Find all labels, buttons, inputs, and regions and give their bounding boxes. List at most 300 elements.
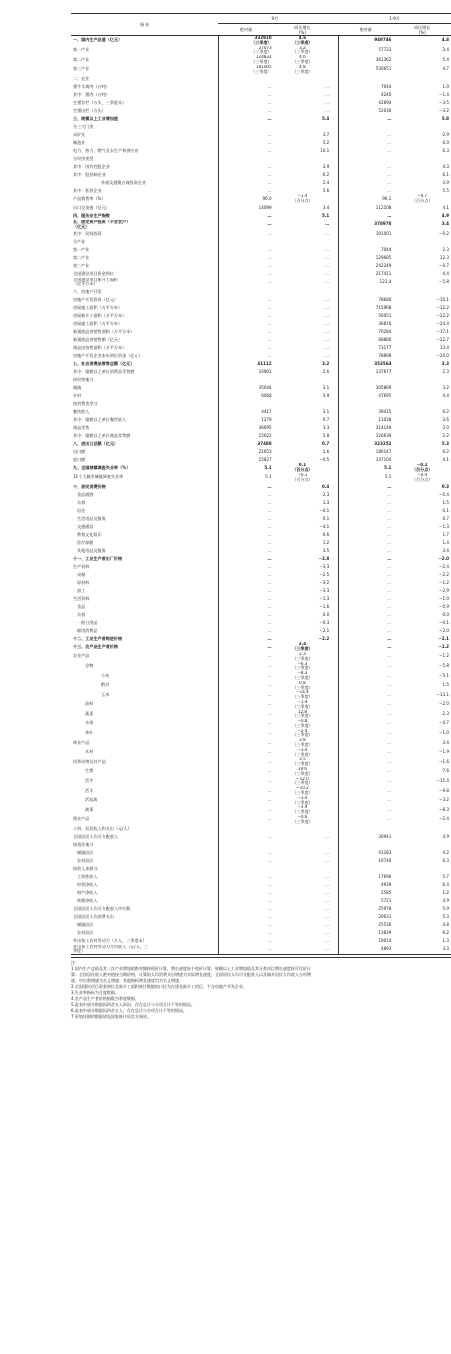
row-label: 新建商品房销售额（亿元） bbox=[73, 336, 123, 342]
table-row bbox=[71, 238, 451, 246]
jansep-growth: −0.4 bbox=[439, 491, 449, 497]
table-row bbox=[71, 805, 451, 815]
sep-value: … bbox=[218, 220, 273, 230]
sep-growth bbox=[274, 825, 332, 833]
sep-value: … bbox=[218, 562, 273, 570]
growth-header-jansep: 同比增长 (%) bbox=[393, 24, 451, 36]
jansep-value: 17696 bbox=[338, 873, 393, 881]
sep-growth: … bbox=[325, 83, 330, 89]
table-row bbox=[71, 399, 451, 407]
table-row bbox=[71, 146, 451, 154]
row-label: 七、社会消费品零售总额（亿元） bbox=[73, 360, 135, 366]
sep-growth: … bbox=[325, 278, 330, 284]
jansep-growth: 2.2 bbox=[442, 432, 449, 438]
jansep-value: 314149 bbox=[338, 423, 393, 431]
row-label: 按经营地分 bbox=[73, 376, 94, 382]
row-label: 九、全国城镇调查失业率（%） bbox=[73, 464, 131, 470]
jansep-growth: −1.9 bbox=[439, 749, 449, 755]
jansep-value: … bbox=[338, 681, 393, 691]
column-gap bbox=[331, 945, 338, 955]
sep-growth bbox=[274, 375, 332, 383]
jansep-growth: 13.4 bbox=[439, 344, 449, 350]
row-label: 其中：私营企业 bbox=[73, 187, 102, 193]
column-gap bbox=[331, 82, 338, 90]
row-label: 第二产业 bbox=[73, 255, 90, 261]
sep-value: … bbox=[218, 130, 273, 138]
table-row bbox=[71, 178, 451, 186]
sep-value: … bbox=[218, 178, 273, 186]
jansep-growth: −3.5 bbox=[439, 99, 449, 105]
column-gap bbox=[331, 383, 338, 391]
column-gap bbox=[331, 506, 338, 514]
jansep-growth: 3.3 bbox=[441, 360, 449, 366]
sep-growth: 2.6 bbox=[322, 368, 330, 374]
row-label: 生产资料 bbox=[73, 563, 90, 569]
jansep-value: 715968 bbox=[338, 303, 393, 311]
row-label: 六、房地产开发 bbox=[73, 288, 102, 294]
sep-value: … bbox=[218, 710, 273, 720]
row-label: 采矿业 bbox=[73, 131, 86, 137]
row-label: 城镇居民 bbox=[77, 850, 94, 856]
sep-growth: … bbox=[325, 874, 330, 880]
column-gap bbox=[331, 98, 338, 106]
jansep-growth: 4.9 bbox=[442, 898, 449, 904]
sep-growth: −2.2 bbox=[318, 635, 330, 641]
jansep-value: 25530 bbox=[338, 921, 393, 929]
sep-value: … bbox=[218, 546, 273, 554]
row-label: 全国居民人均可支配收入中位数 bbox=[73, 906, 131, 912]
sep-value: 4417 bbox=[218, 407, 273, 415]
row-label: 分三大门类 bbox=[73, 123, 94, 129]
sep-growth: … bbox=[325, 914, 330, 920]
column-gap bbox=[331, 889, 338, 897]
sep-value: … bbox=[218, 618, 273, 626]
table-row bbox=[71, 162, 451, 170]
sep-value: … bbox=[218, 162, 273, 170]
table-row bbox=[71, 719, 451, 729]
jansep-value: … bbox=[338, 748, 393, 758]
row-label: 加工 bbox=[77, 587, 86, 593]
column-gap bbox=[331, 897, 338, 905]
table-row bbox=[71, 857, 451, 865]
sep-growth bbox=[274, 841, 332, 849]
sep-value: … bbox=[218, 311, 273, 319]
row-label: 其中：猪肉（万吨） bbox=[73, 91, 110, 97]
sep-growth: … bbox=[325, 850, 330, 856]
column-gap bbox=[331, 841, 338, 849]
table-row bbox=[71, 82, 451, 90]
jansep-growth: 3.4 bbox=[441, 221, 449, 227]
row-label: 房地产开发企业本年到位资金（亿元） bbox=[73, 352, 143, 358]
column-gap bbox=[331, 652, 338, 662]
jansep-growth bbox=[393, 841, 451, 849]
sep-growth: −8.3 （三季度） bbox=[292, 671, 313, 680]
jansep-value: … bbox=[338, 652, 393, 662]
row-label: 衣着 bbox=[77, 499, 86, 505]
table-row bbox=[71, 194, 451, 204]
jansep-value: 96.1 bbox=[338, 194, 393, 204]
column-gap bbox=[331, 538, 338, 546]
sep-value: 15622 bbox=[218, 431, 273, 439]
table-row bbox=[71, 610, 451, 618]
table-row bbox=[71, 522, 451, 530]
sep-value: … bbox=[218, 805, 273, 815]
table-row bbox=[71, 652, 451, 662]
table-row bbox=[71, 138, 451, 146]
jansep-growth: 0.7 bbox=[442, 515, 449, 521]
sep-growth: 3.7 bbox=[322, 131, 330, 137]
row-label: 一般日用品 bbox=[77, 619, 98, 625]
sep-growth: 4.8 （三季度） bbox=[292, 64, 313, 74]
table-row bbox=[71, 278, 451, 288]
sep-value: … bbox=[218, 522, 273, 530]
jansep-growth: 3.4 bbox=[442, 46, 449, 52]
jansep-growth: 6.0 bbox=[442, 139, 449, 145]
sep-growth: … bbox=[325, 882, 330, 888]
sep-growth: −0.5 bbox=[319, 456, 330, 462]
jansep-value: … bbox=[338, 212, 393, 220]
table-row bbox=[71, 122, 451, 130]
table-row bbox=[71, 786, 451, 796]
column-gap bbox=[331, 690, 338, 700]
sep-value: … bbox=[218, 146, 273, 154]
sep-value: … bbox=[218, 921, 273, 929]
sep-value: … bbox=[218, 671, 273, 681]
column-gap bbox=[331, 220, 338, 230]
jansep-value: … bbox=[338, 498, 393, 506]
sep-growth: 3.5 （三季度） bbox=[292, 757, 313, 767]
column-gap bbox=[331, 130, 338, 138]
sep-value: 332910 （三季度） bbox=[218, 36, 273, 46]
sep-growth: 0.8 （三季度） bbox=[292, 680, 313, 690]
sep-value: … bbox=[218, 700, 273, 710]
jansep-growth: 3.2 bbox=[442, 384, 449, 390]
jansep-growth: −22.2 bbox=[436, 312, 449, 318]
jansep-growth: 6.3 bbox=[442, 147, 449, 153]
sep-value: 41112 bbox=[218, 359, 273, 367]
row-label: 第二产业 bbox=[73, 56, 90, 62]
table-row bbox=[71, 375, 451, 383]
jansep-growth: 4.8 bbox=[442, 922, 449, 928]
abs-header-jansep: 绝对量 bbox=[338, 24, 393, 36]
row-label: 制造业 bbox=[73, 139, 86, 145]
row-label: 禽蛋 bbox=[85, 806, 94, 812]
table-row bbox=[71, 90, 451, 98]
jansep-growth: 4.4 bbox=[442, 392, 449, 398]
column-gap bbox=[331, 662, 338, 672]
jansep-value: 16740 bbox=[338, 857, 393, 865]
jansep-value: … bbox=[338, 602, 393, 610]
table-row bbox=[71, 74, 451, 82]
table-row bbox=[71, 905, 451, 913]
row-label: 全国建设项目资金到位 bbox=[73, 271, 114, 277]
jansep-growth: −1.2 bbox=[439, 653, 449, 659]
sep-growth: −3.0 （三季度） bbox=[292, 795, 313, 805]
table-row bbox=[71, 937, 451, 945]
table-row bbox=[71, 447, 451, 455]
column-gap bbox=[331, 319, 338, 327]
column-gap bbox=[331, 738, 338, 748]
sep-growth: −14.4 （三季度） bbox=[292, 690, 313, 700]
column-gap bbox=[331, 578, 338, 586]
column-gap bbox=[331, 238, 338, 246]
column-gap bbox=[331, 757, 338, 767]
jansep-growth: 6.2 bbox=[442, 448, 449, 454]
sep-growth bbox=[274, 865, 332, 873]
table-row bbox=[71, 351, 451, 359]
sep-growth: −3.3 bbox=[319, 563, 330, 569]
jansep-growth: 4.2 bbox=[442, 850, 449, 856]
jansep-value: … bbox=[338, 522, 393, 530]
jansep-growth: −5.8 bbox=[439, 662, 449, 668]
sep-value: … bbox=[218, 729, 273, 739]
sep-growth: 5.4 bbox=[321, 115, 330, 121]
jansep-value: 56051 bbox=[338, 311, 393, 319]
row-label: 医疗保健 bbox=[77, 539, 94, 545]
jansep-growth: 5.7 bbox=[442, 874, 449, 880]
column-gap bbox=[331, 594, 338, 602]
jansep-value: … bbox=[338, 162, 393, 170]
jansep-value: … bbox=[338, 671, 393, 681]
sep-value: … bbox=[218, 514, 273, 522]
jansep-value: 191001 bbox=[338, 230, 393, 238]
jansep-growth: 3.9 bbox=[442, 179, 449, 185]
jansep-value: 78898 bbox=[338, 351, 393, 359]
column-gap bbox=[331, 857, 338, 865]
sep-growth: … bbox=[274, 945, 332, 955]
jansep-value: 36816 bbox=[338, 319, 393, 327]
jansep-value: … bbox=[338, 662, 393, 672]
table-row bbox=[71, 586, 451, 594]
row-label: 外商及港澳台商投资企业 bbox=[101, 179, 147, 185]
jansep-growth: −1.2 bbox=[438, 643, 449, 649]
jansep-value: … bbox=[338, 506, 393, 514]
column-gap bbox=[331, 729, 338, 739]
row-label: 渔业产品 bbox=[73, 816, 90, 822]
sep-value: … bbox=[218, 738, 273, 748]
row-label: 房屋竣工面积（万平方米） bbox=[73, 320, 123, 326]
sep-value: … bbox=[218, 594, 273, 602]
column-gap bbox=[331, 777, 338, 787]
sep-value: … bbox=[218, 254, 273, 262]
column-gap bbox=[331, 937, 338, 945]
sep-growth: … bbox=[325, 336, 330, 342]
column-gap bbox=[331, 431, 338, 439]
row-label: 产品销售率（%） bbox=[73, 195, 106, 201]
row-label: 31个大城市城镇调查失业率 bbox=[73, 474, 124, 480]
row-label: 农业产品 bbox=[73, 653, 90, 659]
sep-growth: 4.6 （三季度） bbox=[292, 55, 313, 64]
sep-value bbox=[218, 399, 273, 407]
sep-growth: 3.9 bbox=[322, 163, 330, 169]
row-label: 其中：国有控股企业 bbox=[73, 163, 110, 169]
row-label: 耐用消费品 bbox=[77, 627, 98, 633]
table-row bbox=[71, 538, 451, 546]
jansep-growth: 4.1 bbox=[442, 205, 449, 211]
sep-growth: … bbox=[325, 930, 330, 936]
column-gap bbox=[331, 546, 338, 554]
sep-value: … bbox=[218, 90, 273, 98]
jansep-value: 5721 bbox=[338, 897, 393, 905]
jansep-growth: 1.3 bbox=[442, 938, 449, 944]
table-row bbox=[71, 594, 451, 602]
table-row bbox=[71, 700, 451, 710]
sep-value: … bbox=[218, 114, 273, 122]
row-label: 分经济类型 bbox=[73, 155, 94, 161]
table-row bbox=[71, 570, 451, 578]
jansep-growth: −0.2 （百分点） bbox=[411, 463, 433, 472]
column-gap bbox=[331, 335, 338, 343]
table-row bbox=[71, 634, 451, 642]
column-gap bbox=[331, 359, 338, 367]
jansep-growth: 1.0 bbox=[442, 83, 449, 89]
sep-value: … bbox=[218, 905, 273, 913]
sep-growth: 6.2 bbox=[322, 171, 330, 177]
column-gap bbox=[331, 351, 338, 359]
jansep-value: 242249 bbox=[338, 262, 393, 270]
jansep-value: … bbox=[338, 554, 393, 562]
column-gap bbox=[331, 873, 338, 881]
sep-growth: 2.4 bbox=[322, 179, 330, 185]
sep-value: 5.1 bbox=[218, 463, 273, 473]
table-row bbox=[71, 921, 451, 929]
jansep-value: … bbox=[338, 626, 393, 634]
jansep-value: 19014 bbox=[338, 937, 393, 945]
table-row bbox=[71, 343, 451, 351]
jansep-growth: −1.0 bbox=[439, 730, 449, 736]
sep-value: … bbox=[218, 642, 273, 652]
row-label: 茶叶 bbox=[85, 730, 94, 736]
sep-value: 21653 bbox=[218, 447, 273, 455]
column-gap bbox=[331, 610, 338, 618]
jansep-value bbox=[338, 841, 393, 849]
jansep-growth: 4.9 bbox=[441, 213, 449, 219]
jansep-growth bbox=[393, 825, 451, 833]
sep-growth: … bbox=[325, 91, 330, 97]
jansep-value: 4893 bbox=[338, 945, 393, 955]
footnote-line: 6.此表中部分数据因四舍五入，存在总计与分项合计不等的情况。 bbox=[71, 1008, 187, 1014]
jansep-value: … bbox=[338, 570, 393, 578]
sep-value: 16901 bbox=[218, 367, 273, 375]
jansep-growth: −1.4 bbox=[439, 91, 449, 97]
sep-growth: −10.2 （三季度） bbox=[292, 786, 313, 796]
sep-value: … bbox=[218, 343, 273, 351]
row-label: 稻谷 bbox=[101, 682, 110, 688]
row-label: 四、服务业生产指数 bbox=[73, 213, 110, 219]
jansep-growth bbox=[393, 399, 451, 407]
jansep-header: 1-9月 bbox=[338, 14, 451, 24]
jansep-value: … bbox=[338, 700, 393, 710]
row-label: 进口额 bbox=[73, 456, 86, 462]
sep-growth: 3.9 bbox=[322, 392, 330, 398]
sep-value bbox=[218, 825, 273, 833]
table-row bbox=[71, 546, 451, 554]
column-gap bbox=[331, 303, 338, 311]
sep-value: … bbox=[218, 815, 273, 825]
jansep-value: 52030 bbox=[338, 106, 393, 114]
jansep-growth: −17.1 bbox=[436, 328, 449, 334]
jansep-value bbox=[338, 154, 393, 162]
table-body bbox=[71, 36, 451, 955]
table-row bbox=[71, 423, 451, 431]
row-label: 农村居民 bbox=[77, 930, 94, 936]
table-row bbox=[71, 55, 451, 65]
column-gap bbox=[331, 423, 338, 431]
row-label: 其中：限额以上单位商品零售额 bbox=[73, 432, 131, 438]
jansep-growth: 2.3 bbox=[442, 368, 449, 374]
jansep-growth: −0.2 bbox=[439, 231, 449, 237]
jansep-growth bbox=[393, 238, 451, 246]
row-label: 商品房待售面积（万平方米） bbox=[73, 344, 127, 350]
table-row bbox=[71, 335, 451, 343]
table-row bbox=[71, 482, 451, 490]
row-label: 生猪 bbox=[85, 768, 94, 774]
jansep-value: … bbox=[338, 482, 393, 490]
jansep-value: 217411 bbox=[338, 270, 393, 278]
column-gap bbox=[331, 570, 338, 578]
footnote-line: 注： bbox=[71, 960, 79, 966]
jansep-value: … bbox=[338, 729, 393, 739]
table-row bbox=[71, 36, 451, 46]
jansep-growth: 6.2 bbox=[442, 408, 449, 414]
sep-value: … bbox=[218, 690, 273, 700]
table-row bbox=[71, 578, 451, 586]
column-gap bbox=[331, 375, 338, 383]
jansep-value: … bbox=[338, 546, 393, 554]
sep-value: … bbox=[218, 786, 273, 796]
sep-value: … bbox=[218, 319, 273, 327]
jansep-value: 361362 bbox=[338, 55, 393, 65]
sep-growth: 5.6 bbox=[322, 187, 330, 193]
column-gap bbox=[331, 230, 338, 238]
column-gap bbox=[331, 327, 338, 335]
sep-growth: 1.3 bbox=[322, 499, 330, 505]
sep-value: … bbox=[218, 777, 273, 787]
column-gap bbox=[331, 748, 338, 758]
sep-growth: −1.3 bbox=[319, 595, 330, 601]
jansep-value: … bbox=[338, 642, 393, 652]
column-gap bbox=[331, 530, 338, 538]
column-gap bbox=[331, 786, 338, 796]
row-label: 电力、热力、燃气及水生产和供应业 bbox=[73, 147, 139, 153]
footnotes bbox=[71, 957, 451, 1020]
jansep-value: … bbox=[338, 490, 393, 498]
jansep-growth: −13.1 bbox=[436, 691, 449, 697]
column-gap bbox=[331, 178, 338, 186]
sep-value: … bbox=[218, 757, 273, 767]
sep-value bbox=[218, 74, 273, 82]
row-label: 出口额 bbox=[73, 448, 86, 454]
table-row bbox=[71, 865, 451, 873]
table-row bbox=[71, 690, 451, 700]
row-label: 第三产业 bbox=[73, 66, 90, 72]
column-gap bbox=[331, 865, 338, 873]
jansep-value bbox=[338, 399, 393, 407]
sep-growth: 3.2 （三季度） bbox=[292, 45, 313, 55]
column-gap bbox=[331, 710, 338, 720]
row-label: 外出务工农村劳动力（万人，三季度末） bbox=[73, 938, 147, 944]
row-label: 十三、农产品生产者价格 bbox=[73, 643, 119, 649]
table-row bbox=[71, 777, 451, 787]
row-label: 谷物 bbox=[85, 662, 94, 668]
row-label: 十四、居民收入和支出（元/人） bbox=[73, 826, 132, 832]
sep-growth: … bbox=[325, 312, 330, 318]
jansep-value: … bbox=[338, 586, 393, 594]
jansep-growth: −9.8 bbox=[439, 787, 449, 793]
row-label: 其中：限额以上单位消费品零售额 bbox=[73, 368, 135, 374]
column-gap bbox=[331, 490, 338, 498]
sep-growth: … bbox=[325, 107, 330, 113]
